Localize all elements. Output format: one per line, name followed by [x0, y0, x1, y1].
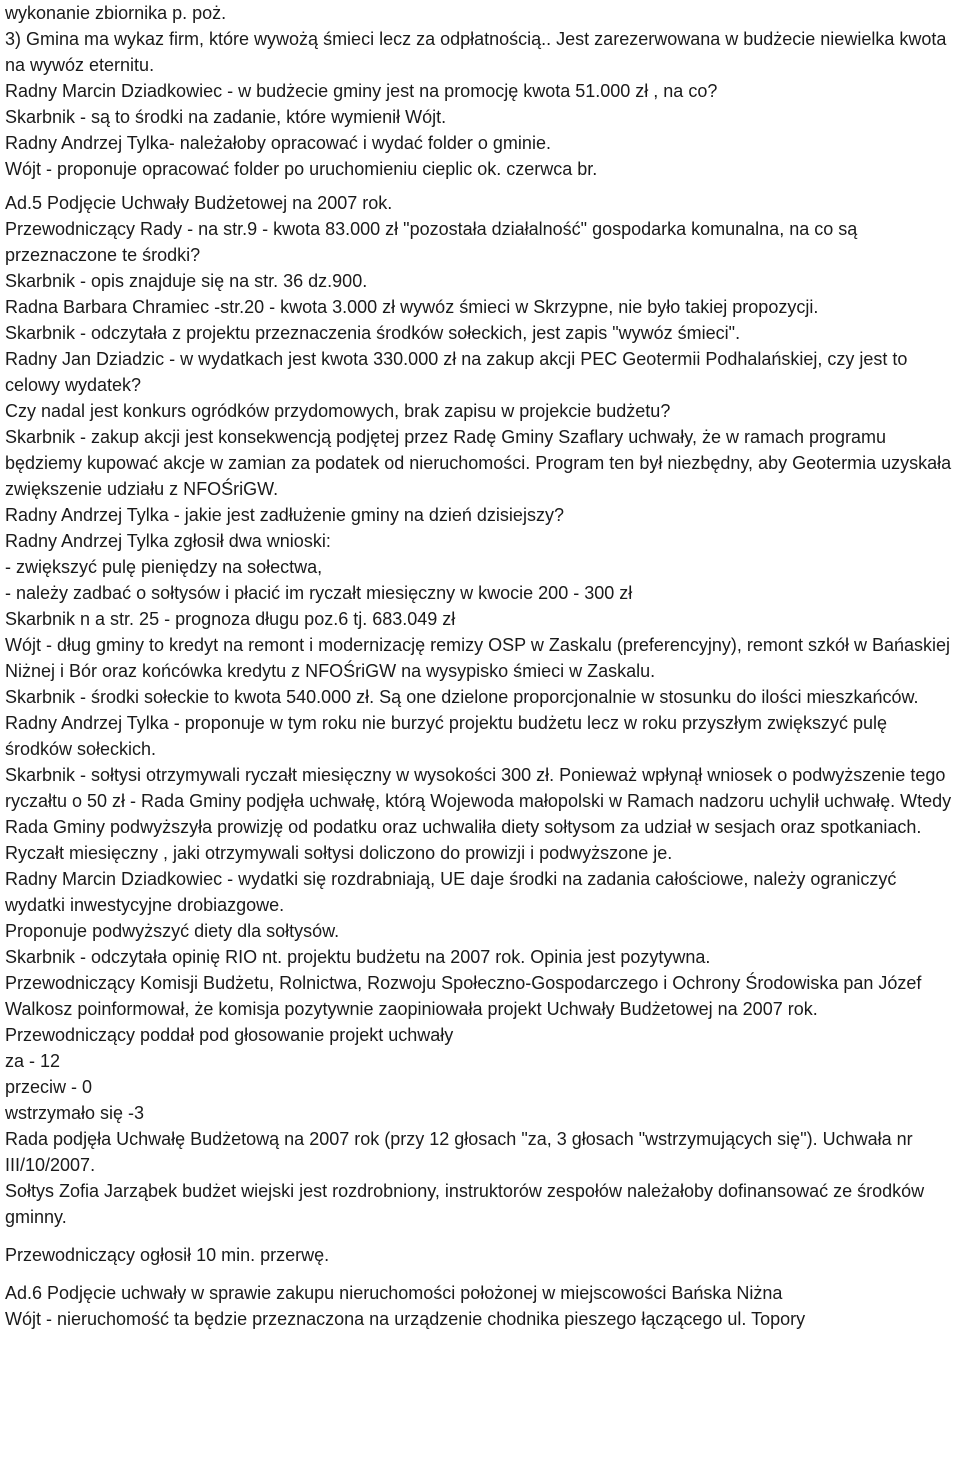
spacer: [5, 182, 957, 190]
spacer: [5, 1230, 957, 1242]
section-heading: Ad.6 Podjęcie uchwały w sprawie zakupu nieruchomości położonej w miejscowości Bańska Niżna: [5, 1283, 783, 1303]
text-block-2: [5, 190, 957, 1230]
paragraph: wykonanie zbiornika p. poż.: [5, 3, 227, 23]
paragraph: Przewodniczący Komisji Budżetu, Rolnictwa, Rozwoju Społeczno-Gospodarczego i Ochrony Środowiska pan Józef Walkosz poinformował, że komisja pozytywnie zaopiniowała projekt Uchwały Budżetowej na 2007 rok.: [5, 973, 922, 1019]
paragraph: Skarbnik - są to środki na zadanie, które wymienił Wójt.: [5, 107, 447, 127]
paragraph: Skarbnik - opis znajduje się na str. 36 dz.900.: [5, 271, 368, 291]
paragraph: Proponuje podwyższyć diety dla sołtysów.: [5, 921, 340, 941]
paragraph: 3) Gmina ma wykaz firm, które wywożą śmieci lecz za odpłatnością.. Jest zarezerwowana w budżecie niewielka kwota na wywóz eternitu.: [5, 29, 947, 75]
paragraph: Skarbnik - sołtysi otrzymywali ryczałt miesięczny w wysokości 300 zł. Ponieważ wpłynął wniosek o podwyższenie tego ryczałtu o 50 zł - Rada Gminy podjęła uchwałę, którą Wojewoda małopolski w Ramach nadzoru uchylił uchwałę. Wtedy Rada Gminy podwyższyła prowizję od podatku oraz uchwaliła diety sołtysom za udział w sesjach oraz spotkaniach.: [5, 765, 952, 837]
paragraph: Wójt - proponuje opracować folder po uruchomieniu cieplic ok. czerwca br.: [5, 159, 598, 179]
vote-line: za - 12: [5, 1051, 61, 1071]
paragraph: Wójt - dług gminy to kredyt na remont i modernizację remizy OSP w Zaskalu (preferencyjny), remont szkół w Bańaskiej Niżnej i Bór oraz końcówka kredytu z NFOŚriGW na wysypisko śmieci w Zaskalu.: [5, 635, 951, 681]
paragraph: Radna Barbara Chramiec -str.20 - kwota 3.000 zł wywóz śmieci w Skrzypne, nie było takiej propozycji.: [5, 297, 819, 317]
paragraph: Ryczałt miesięczny , jaki otrzymywali sołtysi doliczono do prowizji i podwyższone je.: [5, 843, 673, 863]
text-block-4: [5, 1280, 957, 1332]
paragraph: Radny Andrzej Tylka - proponuje w tym roku nie burzyć projektu budżetu lecz w roku przyszłym zwiększyć pulę środków sołeckich.: [5, 713, 888, 759]
paragraph: Skarbnik - zakup akcji jest konsekwencją podjętej przez Radę Gminy Szaflary uchwały, że w ramach programu będziemy kupować akcje w zamian za podatek od nieruchomości. Program ten był niezbędny, aby Geotermia uzyskała zwiększenie udziału z NFOŚriGW.: [5, 427, 952, 499]
paragraph: Przewodniczący Rady - na str.9 - kwota 83.000 zł "pozostała działalność" gospodarka komunalna, na co są przeznaczone te środki?: [5, 219, 858, 265]
paragraph: Skarbnik n a str. 25 - prognoza długu poz.6 tj. 683.049 zł: [5, 609, 456, 629]
paragraph: Wójt - nieruchomość ta będzie przeznaczona na urządzenie chodnika pieszego łączącego ul. Topory: [5, 1309, 806, 1329]
paragraph: Radny Andrzej Tylka zgłosił dwa wnioski:: [5, 531, 331, 551]
vote-line: wstrzymało się -3: [5, 1103, 145, 1123]
paragraph: Sołtys Zofia Jarząbek budżet wiejski jest rozdrobniony, instruktorów zespołów należałoby dofinansować ze środków gminny.: [5, 1181, 925, 1227]
paragraph: Radny Marcin Dziadkowiec - w budżecie gminy jest na promocję kwota 51.000 zł , na co?: [5, 81, 718, 101]
paragraph: Rada podjęła Uchwałę Budżetową na 2007 rok (przy 12 głosach "za, 3 głosach "wstrzymujących się"). Uchwała nr III/10/2007.: [5, 1129, 913, 1175]
text-block-1: [5, 0, 957, 182]
paragraph: Radny Jan Dziadzic - w wydatkach jest kwota 330.000 zł na zakup akcji PEC Geotermii Podhalańskiej, czy jest to celowy wydatek?: [5, 349, 908, 395]
spacer: [5, 1268, 957, 1280]
paragraph: Skarbnik - odczytała z projektu przeznaczenia środków sołeckich, jest zapis "wywóz śmieci".: [5, 323, 741, 343]
paragraph: - należy zadbać o sołtysów i płacić im ryczałt miesięczny w kwocie 200 - 300 zł: [5, 583, 633, 603]
text-block-3: [5, 1242, 957, 1268]
paragraph: - zwiększyć pulę pieniędzy na sołectwa,: [5, 557, 323, 577]
paragraph: Przewodniczący ogłosił 10 min. przerwę.: [5, 1245, 330, 1265]
document-page: [5, 0, 957, 1332]
paragraph: Radny Marcin Dziadkowiec - wydatki się rozdrabniają, UE daje środki na zadania całościowe, należy ograniczyć wydatki inwestycyjne drobiazgowe.: [5, 869, 897, 915]
paragraph: Skarbnik - odczytała opinię RIO nt. projektu budżetu na 2007 rok. Opinia jest pozytywna.: [5, 947, 711, 967]
paragraph: Radny Andrzej Tylka - jakie jest zadłużenie gminy na dzień dzisiejszy?: [5, 505, 564, 525]
section-heading: Ad.5 Podjęcie Uchwały Budżetowej na 2007 rok.: [5, 193, 393, 213]
paragraph: Przewodniczący poddał pod głosowanie projekt uchwały: [5, 1025, 454, 1045]
paragraph: Radny Andrzej Tylka- należałoby opracować i wydać folder o gminie.: [5, 133, 551, 153]
vote-line: przeciw - 0: [5, 1077, 93, 1097]
paragraph: Skarbnik - środki sołeckie to kwota 540.000 zł. Są one dzielone proporcjonalnie w stosunku do ilości mieszkańców.: [5, 687, 919, 707]
paragraph: Czy nadal jest konkurs ogródków przydomowych, brak zapisu w projekcie budżetu?: [5, 401, 671, 421]
